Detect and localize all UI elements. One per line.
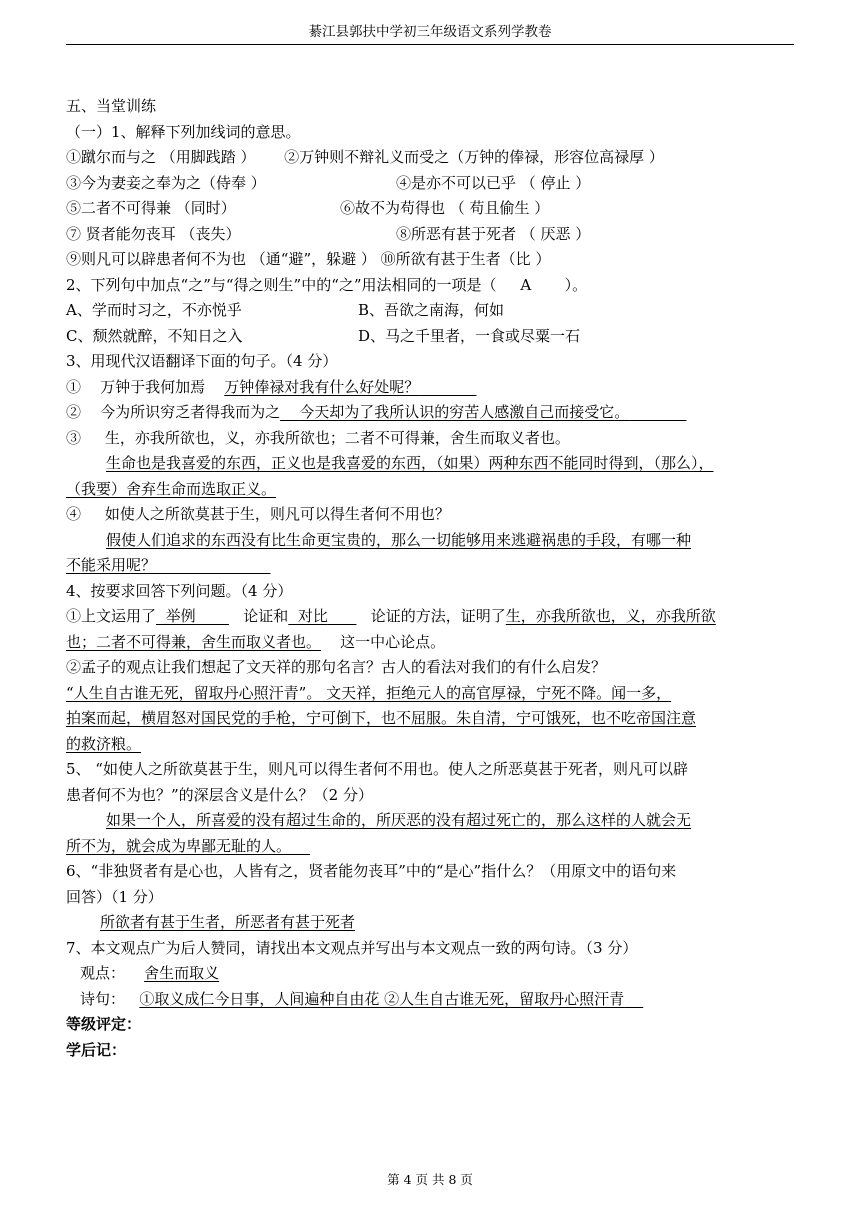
q4-blank-1 (156, 607, 229, 625)
q2-option: D、马之千里者，一食或尽粟一石 (358, 326, 581, 345)
q2-stem (66, 273, 796, 299)
q2-options-row (66, 324, 796, 350)
q5-answer-line1: 如果一个人，所喜爱的没有超过生命的，所厌恶的没有超过死亡的，那么这样的人就会无 (106, 811, 692, 829)
q4-part1-line1 (66, 604, 796, 630)
q7-poem-label: 诗句： (80, 989, 126, 1008)
q4-blank-3: 也；二者不可得兼，舍生而取义者也。 (66, 632, 322, 651)
q1-row (66, 171, 796, 197)
q2-option: B、吾欲之南海，何如 (358, 301, 505, 319)
q3-sentence-1 (66, 375, 796, 401)
q4-part1-line2 (66, 630, 796, 656)
q4-part2-question: ②孟子的观点让我们想起了文天祥的那句名言？古人的看法对我们的有什么启发？ (66, 658, 607, 676)
q4-blank-text: 对比 (297, 607, 328, 625)
q3-answer-text: 不能采用呢？ (66, 556, 157, 574)
q6-line2: 回答）（1 分） (66, 887, 163, 906)
answer-blank (419, 378, 476, 396)
q4-part2-answer-line2: 拍案而起，横眉怒对国民党的手枪，宁可倒下，也不屈服。朱自清，宁可饿死，也不吃帝国注意 (66, 709, 697, 727)
answer-blank (291, 837, 310, 855)
q2-options-row (66, 298, 796, 324)
q3-answer-4-line1: 假使人们追求的东西没有比生命更宝贵的，那么一切能够用来逃避祸患的手段，有哪一种 (106, 530, 692, 549)
worksheet-body (66, 94, 796, 1063)
q5-line1: 5、 “如使人之所欲莫甚于生，则凡可以得生者何不用也。使人之所恶莫甚于死者，则凡可以辟 (66, 760, 688, 778)
q3-sentence-2 (66, 400, 796, 426)
page-header: 綦江县郭扶中学初三年级语文系列学教卷 (66, 20, 794, 45)
q1-item: ⑥故不为苟得也 （ 苟且偷生 ） (340, 199, 550, 217)
q4-text: 这一中心论点。 (340, 632, 446, 651)
q1-item: ①蹴尔而与之 （用脚践踏 ） (66, 148, 256, 166)
q4-blank-2 (288, 607, 356, 625)
q1-row (66, 145, 796, 171)
answer-blank (156, 556, 270, 574)
q2-stem-text: 2、下列句中加点“之”与“得之则生”中的“之”用法相同的一项是（ (66, 275, 497, 294)
q3-answer-4-line2 (66, 553, 796, 579)
q2-tail: ）。 (564, 275, 588, 294)
q7-poem (66, 987, 796, 1013)
q3-answer-3-line1: 生命也是我喜爱的东西，正义也是我喜爱的东西，（如果）两种东西不能同时得到，（那么）， (106, 454, 714, 472)
q6-answer (66, 910, 796, 936)
q3-sentence-3 (66, 426, 796, 452)
q3-answer (280, 403, 686, 421)
notes-label: 学后记： (66, 1040, 127, 1059)
q7-line1: 7、本文观点广为后人赞同，请找出本文观点并写出与本文观点一致的两句诗。（3 分） (66, 938, 638, 957)
q1-item: ⑦ 贤者能勿丧耳 （丧失） (66, 224, 241, 243)
page-footer: 第 4 页 共 8 页 (387, 1172, 473, 1187)
q7-poem-answer (139, 990, 643, 1008)
q1-row (66, 196, 796, 222)
q4-text: ①上文运用了 (66, 607, 157, 625)
q6-answer-text: 所欲者有甚于生者，所恶者有甚于死者 (100, 913, 356, 931)
q4-title: 4、按要求回答下列问题。（4 分） (66, 581, 293, 600)
q3-answer: 万钟俸禄对我有什么好处呢？ (224, 377, 420, 396)
q1-item: ③今为妻妾之奉为之（侍奉 ） (66, 173, 266, 192)
q3-num: ② (66, 403, 82, 421)
q7-view-label: 观点： (80, 964, 126, 982)
q7-view-answer: 舍生而取义 (144, 964, 220, 982)
q4-blank-text: 举例 (165, 607, 196, 625)
q5-line2: 患者何不为也？”的深层含义是什么？（2 分） (66, 785, 373, 804)
q4-part2-answer-line1: “人生自古谁无死，留取丹心照汗青”。 文天祥，拒绝元人的高官厚禄，宁死不降。闻一多， (66, 683, 672, 702)
q2-option: C、颓然就醉，不知日之入 (66, 326, 243, 345)
q1-item: ⑤二者不可得兼 （同时） (66, 199, 236, 217)
q4-text: 论证的方法，证明了 (370, 607, 506, 625)
q1-item: ⑧所恶有甚于死者 （ 厌恶 ） (396, 224, 591, 243)
q1-row (66, 222, 796, 248)
q1-item: ④是亦不可以已乎 （ 停止 ） (396, 173, 591, 192)
q7-view (66, 961, 796, 987)
q3-num: ④ (66, 505, 82, 523)
q3-source: 今为所识穷乏者得我而为之 (100, 403, 281, 421)
q3-answer-text: 今天却为了我所认识的穷苦人感激自己而接受它。 (299, 403, 630, 421)
q1-item: ⑨则凡可以辟患者何不为也 （通“避”，躲避 ） (66, 250, 376, 268)
grade-label: 等级评定： (66, 1015, 142, 1033)
q5-answer-line2 (66, 834, 796, 860)
q3-title: 3、用现代汉语翻译下面的句子。（4 分） (66, 352, 338, 370)
q2-option: A、学而时习之，不亦悦乎 (66, 301, 242, 319)
q4-blank-3: 生，亦我所欲也，义，亦我所欲 (505, 607, 716, 625)
q2-answer: A (520, 275, 532, 294)
q4-part2-answer-line3 (66, 732, 796, 758)
q3-answer-text: （我要）舍弃生命而选取正义。 (66, 479, 277, 498)
q3-sentence-4 (66, 502, 796, 528)
q3-num: ① (66, 377, 82, 396)
q6-line1: 6、“非独贤者有是心也，人皆有之，贤者能勿丧耳”中的“是心”指什么？（用原文中的语句来 (66, 862, 677, 880)
section-title: 五、当堂训练 (66, 97, 157, 115)
q3-source: 如使人之所欲莫甚于生，则凡可以得生者何不用也？ (104, 505, 450, 523)
q4-text: 论证和 (243, 607, 289, 625)
q3-answer-3-line2 (66, 477, 796, 503)
q3-source: 万钟于我何加焉 (100, 377, 206, 396)
q4-answer-text: 的救济粮。 (66, 734, 142, 753)
q5-answer-text: 所不为，就会成为卑鄙无耻的人。 (66, 836, 292, 855)
q1-item: ⑩所欲有甚于生者（比 ） (380, 250, 551, 268)
q1-row (66, 247, 796, 273)
q3-num: ③ (66, 428, 82, 447)
q3-source: 生，亦我所欲也，义，亦我所欲也；二者不可得兼，舍生而取义者也。 (104, 428, 570, 447)
q1-title: （一）1、解释下列加线词的意思。 (66, 122, 301, 141)
q7-poem-text: ①取义成仁今日事，人间遍种自由花 ②人生自古谁无死，留取丹心照汗青 (139, 989, 625, 1008)
q1-item: ②万钟则不辩礼义而受之（万钟的俸禄，形容位高禄厚 ） (284, 148, 664, 166)
